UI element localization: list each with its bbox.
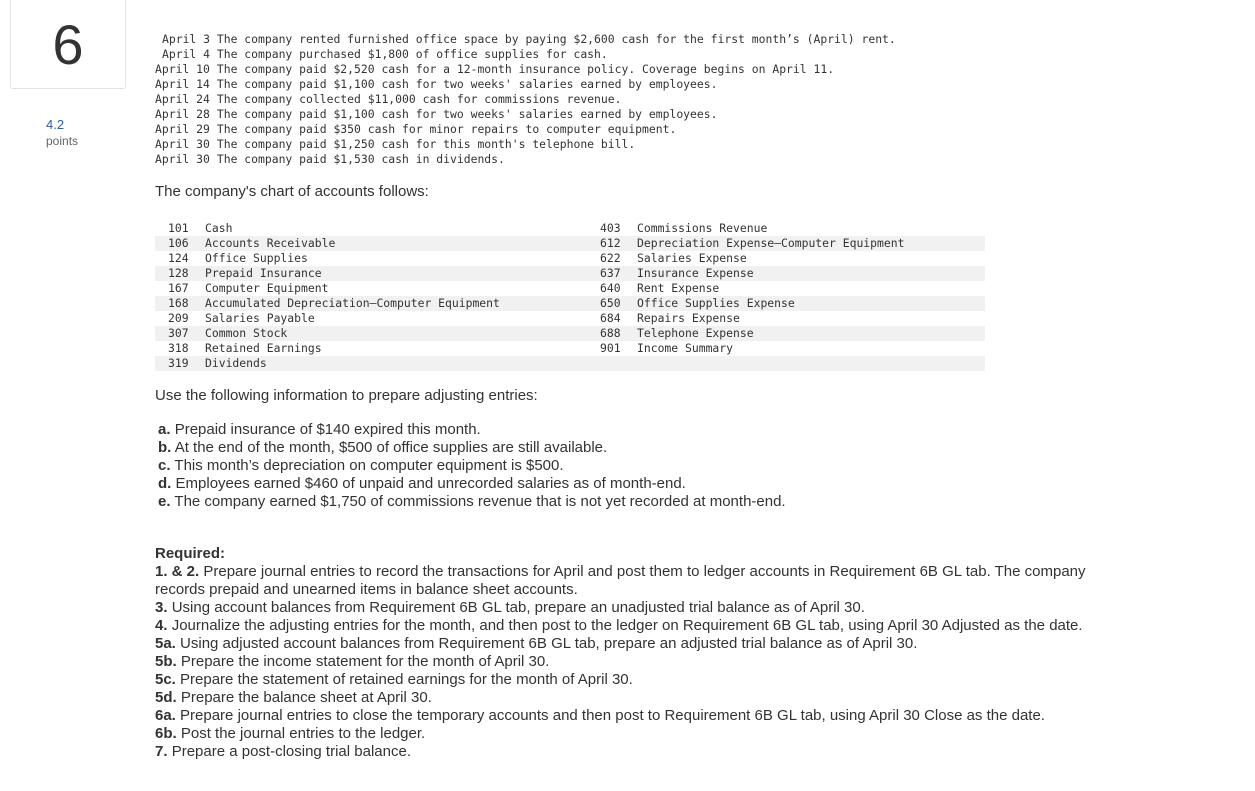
transaction-text: The company paid $1,530 cash in dividends. (216, 152, 505, 166)
item-text: The company earned $1,750 of commissions revenue that is not yet recorded at month-end. (174, 493, 786, 510)
item-label: e. (158, 493, 171, 510)
account-number: 124 (168, 251, 189, 265)
account-number: 622 (600, 251, 621, 265)
list-item (158, 421, 786, 439)
transaction-text: The company paid $350 cash for minor repairs to computer equipment. (216, 122, 677, 136)
table-row (155, 281, 985, 296)
account-name: Cash (205, 221, 233, 235)
account-number: 650 (600, 296, 621, 310)
account-name: Telephone Expense (637, 326, 754, 340)
item-text: Employees earned $460 of unpaid and unrecorded salaries as of month-end. (175, 475, 686, 492)
table-row (155, 356, 985, 371)
points-indicator (46, 117, 78, 149)
account-number: 901 (600, 341, 621, 355)
transaction-row (155, 77, 896, 92)
chart-of-accounts-table (155, 221, 985, 371)
account-number: 167 (168, 281, 189, 295)
table-row (155, 341, 985, 356)
table-row (155, 266, 985, 281)
account-name: Accumulated Depreciation—Computer Equipment (205, 296, 500, 310)
item-label: c. (158, 457, 171, 474)
account-number: 684 (600, 311, 621, 325)
item-label: d. (158, 475, 172, 492)
list-item (158, 493, 786, 511)
transaction-row (155, 62, 896, 77)
question-number: 6 (10, 0, 126, 89)
item-text: Using adjusted account balances from Requirement 6B GL tab, prepare an adjusted trial balance as of April 30. (180, 635, 918, 652)
transaction-row (155, 137, 896, 152)
transaction-row (155, 47, 896, 62)
item-label: a. (158, 421, 171, 438)
item-label: 6a. (155, 707, 176, 724)
item-text: Prepare a post-closing trial balance. (171, 743, 411, 760)
item-text: Prepare journal entries to record the transactions for April and post them to ledger accounts in Requirement 6B GL tab. The company records prepaid and unearned items in balance sheet accounts. (155, 563, 1086, 598)
item-text: Using account balances from Requirement 6B GL tab, prepare an unadjusted trial balance as of April 30. (171, 599, 865, 616)
item-label: 5c. (155, 671, 176, 688)
item-label: b. (158, 439, 172, 456)
transaction-date: April 10 (155, 62, 210, 76)
account-number: 101 (168, 221, 189, 235)
transaction-date: April 30 (155, 137, 210, 151)
item-text: Prepare the income statement for the month of April 30. (180, 653, 550, 670)
list-item (158, 457, 786, 475)
account-number: 640 (600, 281, 621, 295)
item-label: 5d. (155, 689, 177, 706)
item-label: 3. (155, 599, 168, 616)
account-number: 318 (168, 341, 189, 355)
list-item (155, 617, 1105, 635)
account-number: 209 (168, 311, 189, 325)
account-name: Income Summary (637, 341, 734, 355)
account-name: Salaries Expense (637, 251, 747, 265)
transaction-text: The company collected $11,000 cash for commissions revenue. (216, 92, 622, 106)
account-number (600, 356, 637, 371)
list-item (155, 689, 1105, 707)
list-item (155, 653, 1105, 671)
list-item (155, 707, 1105, 725)
account-name: Prepaid Insurance (205, 266, 322, 280)
table-row (155, 236, 985, 251)
item-text: Journalize the adjusting entries for the month, and then post to the ledger on Requirement 6B GL tab, using April 30 Adjusted as the date. (171, 617, 1083, 634)
transaction-text: The company paid $2,520 cash for a 12-month insurance policy. Coverage begins on April 11. (216, 62, 835, 76)
account-name: Rent Expense (637, 281, 720, 295)
list-item (155, 635, 1105, 653)
item-label: 1. & 2. (155, 563, 200, 580)
item-label: 5b. (155, 653, 177, 670)
list-item (155, 725, 1105, 743)
transaction-text: The company purchased $1,800 of office supplies for cash. (216, 47, 608, 61)
account-name: Office Supplies (205, 251, 308, 265)
account-number: 168 (168, 296, 189, 310)
transaction-list (155, 32, 896, 167)
item-label: 7. (155, 743, 168, 760)
transaction-row (155, 152, 896, 167)
list-item (158, 439, 786, 457)
item-label: 5a. (155, 635, 176, 652)
chart-of-accounts-intro: The company's chart of accounts follows: (155, 183, 429, 200)
account-name: Salaries Payable (205, 311, 315, 325)
item-text: Prepaid insurance of $140 expired this month. (174, 421, 481, 438)
list-item (155, 743, 1105, 761)
account-number: 637 (600, 266, 621, 280)
list-item (155, 599, 1105, 617)
table-row (155, 221, 985, 236)
account-number: 688 (600, 326, 621, 340)
adjusting-list (158, 421, 786, 511)
transaction-row (155, 122, 896, 137)
item-text: Post the journal entries to the ledger. (180, 725, 426, 742)
account-name: Computer Equipment (205, 281, 329, 295)
required-section (155, 545, 1105, 761)
transaction-date: April 30 (155, 152, 210, 166)
account-name: Common Stock (205, 326, 288, 340)
transaction-date: April 29 (155, 122, 210, 136)
item-text: Prepare the statement of retained earnings for the month of April 30. (180, 671, 633, 688)
list-item (155, 671, 1105, 689)
item-text: This month’s depreciation on computer equipment is $500. (174, 457, 564, 474)
transaction-row (155, 32, 896, 47)
required-heading: Required: (155, 545, 226, 562)
item-label: 4. (155, 617, 168, 634)
account-name: Accounts Receivable (205, 236, 336, 250)
transaction-row (155, 92, 896, 107)
item-text: Prepare journal entries to close the temporary accounts and then post to Requirement 6B GL tab, using April 30 Close as the date. (180, 707, 1045, 724)
account-name: Insurance Expense (637, 266, 754, 280)
account-number: 612 (600, 236, 621, 250)
account-name: Commissions Revenue (637, 221, 768, 235)
transaction-text: The company paid $1,100 cash for two weeks' salaries earned by employees. (216, 77, 718, 91)
account-name: Office Supplies Expense (637, 296, 795, 310)
table-row (155, 296, 985, 311)
item-label: 6b. (155, 725, 177, 742)
transaction-date: April 14 (155, 77, 210, 91)
account-number: 128 (168, 266, 189, 280)
transaction-row (155, 107, 896, 122)
transaction-date: April 24 (155, 92, 210, 106)
account-name: Dividends (205, 356, 267, 370)
transaction-date: April 3 (162, 32, 211, 46)
item-text: At the end of the month, $500 of office supplies are still available. (174, 439, 608, 456)
transaction-text: The company paid $1,250 cash for this month's telephone bill. (216, 137, 636, 151)
list-item (158, 475, 786, 493)
account-number: 106 (168, 236, 189, 250)
account-name: Retained Earnings (205, 341, 322, 355)
account-name: Repairs Expense (637, 311, 740, 325)
item-text: Prepare the balance sheet at April 30. (180, 689, 432, 706)
table-row (155, 251, 985, 266)
account-number: 319 (168, 356, 189, 370)
points-value: 4.2 (46, 117, 65, 132)
points-label: points (46, 134, 79, 148)
adjusting-intro: Use the following information to prepare adjusting entries: (155, 387, 538, 404)
table-row (155, 326, 985, 341)
list-item (155, 563, 1105, 599)
transaction-date: April 4 (162, 47, 211, 61)
account-number: 307 (168, 326, 189, 340)
account-number: 403 (600, 221, 621, 235)
account-name: Depreciation Expense—Computer Equipment (637, 236, 905, 250)
transaction-text: The company rented furnished office space by paying $2,600 cash for the first month’s (April) rent. (216, 32, 896, 46)
table-row (155, 311, 985, 326)
transaction-date: April 28 (155, 107, 210, 121)
transaction-text: The company paid $1,100 cash for two weeks' salaries earned by employees. (216, 107, 718, 121)
